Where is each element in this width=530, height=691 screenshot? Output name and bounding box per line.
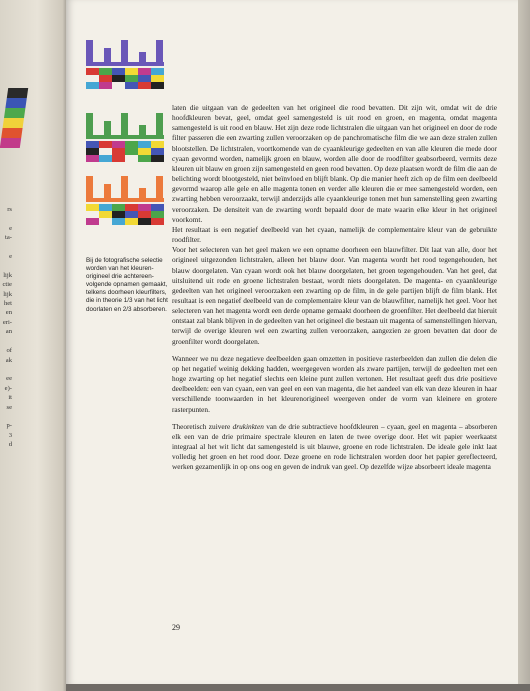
margin-fragment: it (8, 394, 12, 402)
color-swatch (125, 68, 138, 75)
comb-base (86, 62, 164, 66)
margin-fragment: se (6, 403, 12, 411)
margin-fragment (0, 450, 12, 459)
color-swatch (138, 68, 151, 75)
color-swatch (112, 218, 125, 225)
color-swatch (86, 211, 99, 218)
previous-page-edge (0, 0, 68, 691)
color-swatch (125, 82, 138, 89)
paragraph: Het resultaat is een negatief deelbeeld van het cyaan, namelijk de complementaire kleur van de gebruikte roodfilter. (172, 224, 497, 245)
comb-base (86, 198, 164, 202)
margin-fragment (0, 214, 12, 223)
comb-tooth (86, 176, 93, 198)
comb-tooth (139, 188, 146, 198)
color-swatch (138, 148, 151, 155)
color-swatch (112, 141, 125, 148)
color-swatch (99, 218, 112, 225)
margin-fragment: e (9, 253, 12, 261)
color-swatch (86, 155, 99, 162)
color-swatch (138, 155, 151, 162)
color-swatch (99, 155, 112, 162)
margin-fragment: p- (6, 422, 12, 430)
color-swatch (151, 155, 164, 162)
margin-fragment: rs (7, 206, 12, 213)
color-swatch (99, 68, 112, 75)
margin-fragment: d (8, 441, 12, 449)
margin-fragment (0, 412, 12, 421)
margin-fragment: ak (5, 356, 12, 364)
comb-tooth (86, 40, 93, 62)
filter-comb (86, 113, 164, 135)
color-swatch (99, 148, 112, 155)
color-stripes-fragment (0, 88, 28, 148)
margin-fragment (0, 243, 12, 252)
margin-fragment (0, 261, 12, 270)
comb-tooth (156, 113, 163, 135)
comb-tooth (104, 121, 111, 135)
paragraph: Theoretisch zuivere drukinkten van de drie subtractieve hoofdkleuren – cyaan, geel en magenta – absorberen elk een van de drie primaire spectrale kleuren en laten de twee overige door. Het wit papier weerkaatst integraal al het wit licht dat samengesteld is uit blauwe, groene en rode lichtstralen. De ideale gele inkt laat volledig het groen en het rood door. Deze groene en rode lichtstralen worden door het papier gereflecteerd, werken gezamenlijk in op ons oog en geven de indruk van geel. Op dezelfde wijze absorbeert ideale magenta (172, 421, 498, 472)
color-swatch (99, 82, 112, 89)
margin-fragment: an (5, 328, 12, 336)
comb-tooth (156, 176, 163, 198)
comb-tooth (121, 113, 128, 135)
color-swatch (138, 211, 151, 218)
paragraph: Voor het selecteren van het geel maken we een opname doorheen een blauwfilter. Dit laat van alle, door het origineel uitgezonden lichtstralen, alleen het blauw door. Van magenta wordt het rood tegengehouden, het blauw doorgelaten. Van cyaan wordt ook het blauw doorgelaten, het groen tegengehouden. Van het geel, dat uitsluitend uit rode en groene lichtstralen bestaat, wordt niets doorgelaten. De magenta- en cyaankleurige gedeelten van het origineel veroorzaken een zwarting op de film, in de gele partijen blijft de film blank. Het resultaat is een negatief deelbeeld van de complementaire kleur van de blauwfilter, namelijk het geel. Voor het selecteren van het magenta wordt een derde opname gemaakt doorheen de groenfilter. Het deelbeeld dat hieruit ontstaat zal blank blijven in de gedeelten van het origineel die bestaan uit magenta of samenstellingen hiervan, terwijl de overige kleuren wel een zwarting zullen veroorzaken, aangezien ze groen bevatten dat door de groenfilter wordt doorgelaten. (172, 245, 497, 346)
filter-figure-violet (86, 40, 164, 89)
color-swatch (86, 218, 99, 225)
color-swatch (86, 204, 99, 211)
color-swatch (99, 204, 112, 211)
table-surface (66, 684, 530, 691)
color-swatch (112, 82, 125, 89)
color-swatch (151, 82, 164, 89)
color-swatch (125, 141, 138, 148)
filter-comb (86, 40, 164, 62)
emphasized-term: drukinkten (232, 421, 264, 431)
color-swatch (86, 141, 99, 148)
page-stack-edge (518, 0, 530, 691)
margin-fragment: en (5, 309, 12, 317)
comb-base (86, 135, 164, 139)
filter-comb (86, 176, 164, 198)
comb-tooth (104, 48, 111, 62)
margin-fragment: ee (6, 375, 12, 383)
paragraph: laten die uitgaan van de gedeelten van het origineel die rood bevatten. Dit zijn wit, omdat wit de drie hoofdkleuren bevat, geel, omdat geel samengesteld is uit rood en groen, en magenta, omdat magenta samengesteld is uit rood en blauw. Het zijn deze rode lichtstralen die uitgaan van het origineel en door de rode filter passeren die een zwarting zullen veroorzaken op de panchromatische film die we aan deze stralen zullen blootstellen. De lichtstralen, voortkomende van de cyaankleurige gedeelten en van alle kleuren die mede door cyaan gevormd worden, namelijk groen en blauw, worden alle door de roodfilter geabsorbeerd, vermits deze kleuren uit blauw en groen zijn samengesteld en geen rood bevatten. Op deze plaatsen wordt de film die aan de belichting wordt blootgesteld, niet beïnvloed en blijft blank. Op die manier heeft zich op de film een deelbeeld gevormd waarop alle gele en alle magenta tonen en verder alle kleuren die er mee samengesteld worden, een zwarting hebben veroorzaakt, terwijl anderzijds alle cyaankleurige tonen met hun samenstelling geen zwarting veroorzaken. De densiteit van de zwarting wordt bepaald door de mate waarin elke kleur in het origineel voorkomt. (172, 103, 497, 224)
color-swatch (151, 68, 164, 75)
color-swatch (151, 218, 164, 225)
color-swatch (151, 148, 164, 155)
margin-fragment: lijk (3, 290, 12, 298)
color-swatch (125, 155, 138, 162)
page-number: 29 (172, 623, 180, 632)
margin-fragment: e (9, 224, 12, 232)
color-swatch (151, 141, 164, 148)
color-swatch (112, 155, 125, 162)
comb-tooth (104, 184, 111, 198)
color-swatch (125, 148, 138, 155)
color-swatch-grid (86, 204, 164, 225)
color-swatch (112, 204, 125, 211)
margin-fragment (0, 337, 12, 346)
filter-figure-orange (86, 176, 164, 225)
margin-fragment: ta- (5, 234, 12, 242)
color-swatch (125, 204, 138, 211)
color-swatch-grid (86, 141, 164, 162)
paragraph: Wanneer we nu deze negatieve deelbeelden gaan omzetten in positieve rasterbeelden dan zullen die delen die op het negatief weinig dekking hadden, weergegeven worden als zware partijen, terwijl de gedeelten met een hoge zwarting op het negatief slechts een kleine punt zullen vertonen. Het resultaat geeft dus drie positieve deelbeelden: een van cyaan, een van geel en een van magenta, die het aandeel van elk van deze kleuren in haar verschillende toonwaarden in het kleurenorigineel weergeven onder de vorm van kleinere en grotere rasterpunten. (172, 353, 497, 414)
color-swatch (99, 211, 112, 218)
color-swatch (125, 211, 138, 218)
color-swatch (112, 148, 125, 155)
color-swatch (138, 204, 151, 211)
color-swatch (125, 75, 138, 82)
color-swatch (125, 218, 138, 225)
comb-tooth (139, 52, 146, 62)
color-swatch (138, 75, 151, 82)
color-swatch (86, 75, 99, 82)
previous-page-text-fragments (0, 205, 12, 468)
comb-tooth (121, 176, 128, 198)
margin-fragment: het (3, 300, 12, 308)
comb-tooth (86, 113, 93, 135)
color-swatch (138, 218, 151, 225)
color-swatch (138, 82, 151, 89)
color-swatch (86, 68, 99, 75)
margin-fragment: e)- (4, 384, 12, 392)
color-swatch (151, 204, 164, 211)
margin-fragment: lijk (3, 271, 12, 279)
figure-caption: Bij de fotografische selectie worden van het kleuren-origineel drie achtereen-volgende opnamen gemaakt, telkens doorheen kleurfilters, die in theorie 1/3 van het licht doorlaten en 2/3 absorberen. (86, 257, 168, 313)
comb-tooth (156, 40, 163, 62)
color-swatch (112, 75, 125, 82)
margin-fragment: eri- (2, 318, 12, 326)
filter-figure-green (86, 113, 164, 162)
color-swatch (151, 75, 164, 82)
color-swatch-grid (86, 68, 164, 89)
margin-fragment: of (6, 347, 12, 355)
margin-fragment (0, 459, 12, 468)
comb-tooth (121, 40, 128, 62)
color-swatch (86, 148, 99, 155)
margin-fragment (0, 365, 12, 374)
body-text (172, 103, 497, 472)
comb-tooth (139, 125, 146, 135)
color-swatch (138, 141, 151, 148)
color-swatch (99, 75, 112, 82)
margin-fragment: 3 (8, 431, 12, 439)
margin-fragment: ctie (2, 281, 12, 289)
color-swatch (112, 68, 125, 75)
color-swatch (99, 141, 112, 148)
color-swatch (112, 211, 125, 218)
color-swatch (86, 82, 99, 89)
color-swatch (151, 211, 164, 218)
